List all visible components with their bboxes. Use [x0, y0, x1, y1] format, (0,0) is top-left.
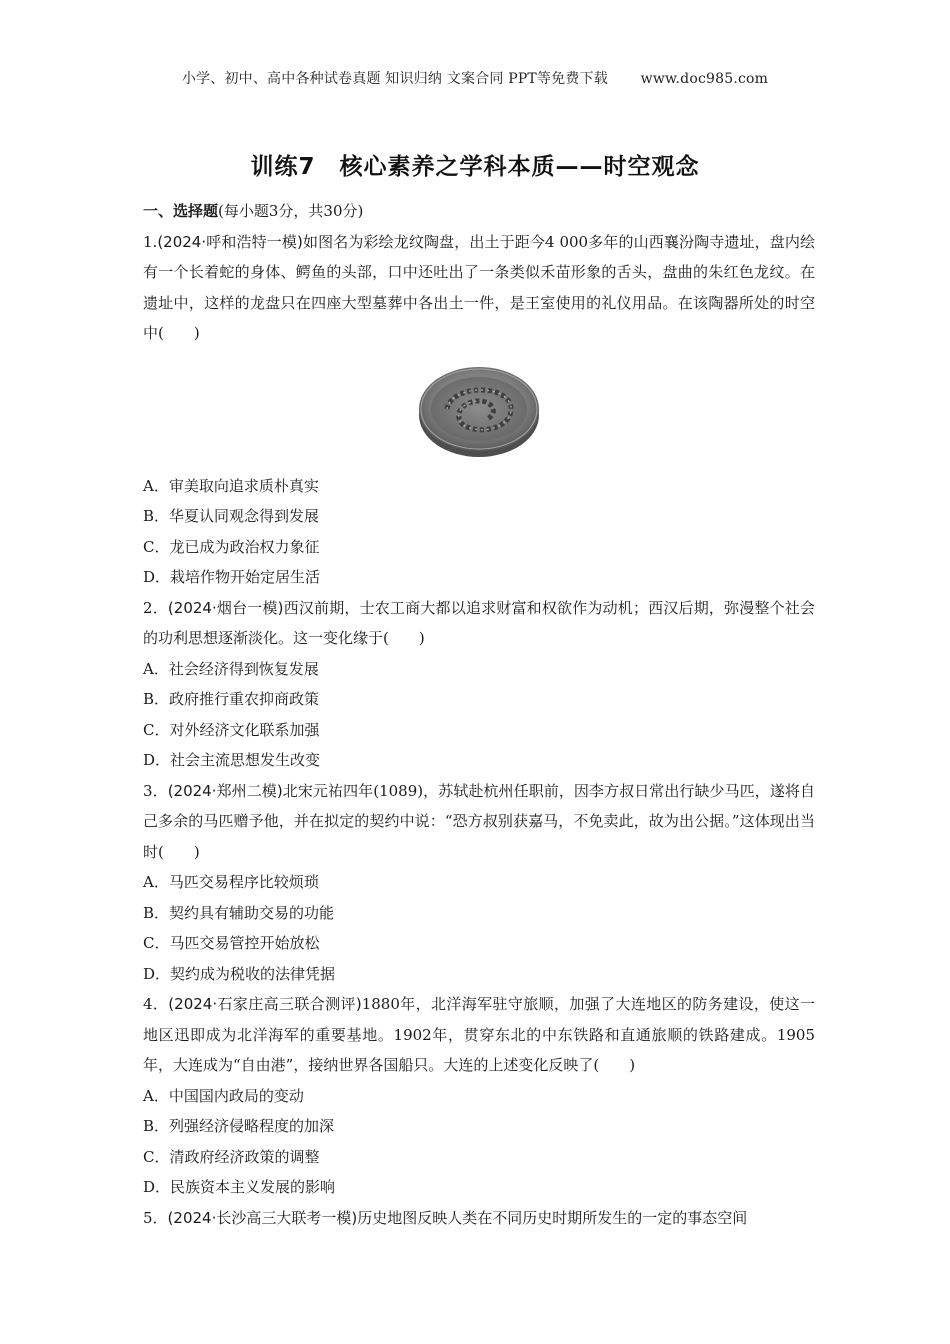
question-stem — [143, 593, 815, 654]
option-d: D．社会主流思想发生改变 — [143, 751, 321, 769]
option-a: A．审美取向追求质朴真实 — [143, 476, 319, 495]
header-text: 小学、初中、高中各种试卷真题 知识归纳 文案合同 PPT等免费下载 — [181, 71, 608, 87]
document-body — [143, 196, 815, 1233]
question-source: (2024·呼和浩特一模) — [157, 232, 303, 251]
question-stem — [143, 1203, 815, 1234]
question-1 — [143, 227, 815, 593]
option-c: C．清政府经济政策的调整 — [143, 1147, 320, 1166]
option-b: B．契约具有辅助交易的功能 — [143, 903, 335, 922]
question-source: (2024·烟台一模) — [167, 598, 284, 617]
question-text: 西汉前期，士农工商大都以追求财富和权欲作为动机；西汉后期，弥漫整个社会的功利思想逐渐淡化。这一变化缘于( ) — [143, 598, 815, 647]
section-note: (每小题3分，共30分) — [218, 202, 364, 220]
section-heading — [143, 196, 815, 227]
question-text: 1880年，北洋海军驻守旅顺，加强了大连地区的防务建设，使这一地区迅即成为北洋海军的重要基地。1902年，贯穿东北的中东铁路和直通旅顺的铁路建成。1905年，大连成为“自由港”，接纳世界各国船只。大连的上述变化反映了( ) — [143, 995, 815, 1074]
option-d: D．栽培作物开始定居生活 — [143, 568, 321, 586]
page-header — [0, 68, 950, 88]
header-url[interactable]: www.doc985.com — [640, 71, 769, 87]
painted-dragon-plate-image — [417, 363, 541, 459]
option-a: A．中国国内政局的变动 — [143, 1086, 304, 1105]
option-b: B．列强经济侵略程度的加深 — [143, 1117, 335, 1135]
question-text: 如图名为彩绘龙纹陶盘，出土于距今4 000多年的山西襄汾陶寺遗址，盘内绘有一个长着蛇的身体、鳄鱼的头部，口中还吐出了一条类似禾苗形象的舌头，盘曲的朱红色龙纹。在遗址中，这样的龙盘只在四座大型墓葬中各出土一件，是王室使用的礼仪用品。在该陶器所处的时空中( ) — [143, 232, 815, 342]
option-b: B．政府推行重农抑商政策 — [143, 690, 320, 708]
question-5 — [143, 1203, 815, 1234]
option-d: D．民族资本主义发展的影响 — [143, 1178, 336, 1196]
question-number: 5． — [143, 1208, 168, 1227]
question-stem — [143, 227, 815, 349]
question-source: (2024·石家庄高三联合测评) — [168, 995, 362, 1013]
question-number: 4． — [143, 995, 169, 1013]
question-3 — [143, 776, 815, 990]
option-c: C．马匹交易管控开始放松 — [143, 934, 320, 952]
question-number: 2． — [143, 598, 168, 617]
question-source: (2024·郑州二模) — [167, 781, 283, 800]
question-number: 3． — [143, 781, 168, 800]
question-4 — [143, 989, 815, 1203]
figure — [143, 363, 815, 459]
question-text: 北宋元祐四年(1089)，苏轼赴杭州任职前，因李方叔日常出行缺少马匹，遂将自己多余的马匹赠予他，并在拟定的契约中说：“恐方叔别获嘉马，不免卖此，故为出公据。”这体现出当时( ) — [143, 781, 815, 861]
option-b: B．华夏认同观念得到发展 — [143, 507, 320, 525]
question-source: (2024·长沙高三大联考一模) — [167, 1208, 358, 1227]
question-number: 1. — [143, 232, 158, 251]
option-c: C．对外经济文化联系加强 — [143, 720, 320, 739]
question-stem — [143, 776, 815, 868]
question-2 — [143, 593, 815, 776]
question-text: 历史地图反映人类在不同历史时期所发生的一定的事态空间 — [357, 1208, 748, 1227]
option-a: A．马匹交易程序比较烦琐 — [143, 873, 319, 891]
option-a: A．社会经济得到恢复发展 — [143, 659, 319, 678]
option-c: C．龙已成为政治权力象征 — [143, 537, 320, 556]
section-label: 一、选择题 — [143, 202, 219, 220]
page-title: 训练7 核心素养之学科本质——时空观念 — [250, 154, 700, 180]
question-stem — [143, 989, 815, 1081]
option-d: D．契约成为税收的法律凭据 — [143, 964, 336, 983]
